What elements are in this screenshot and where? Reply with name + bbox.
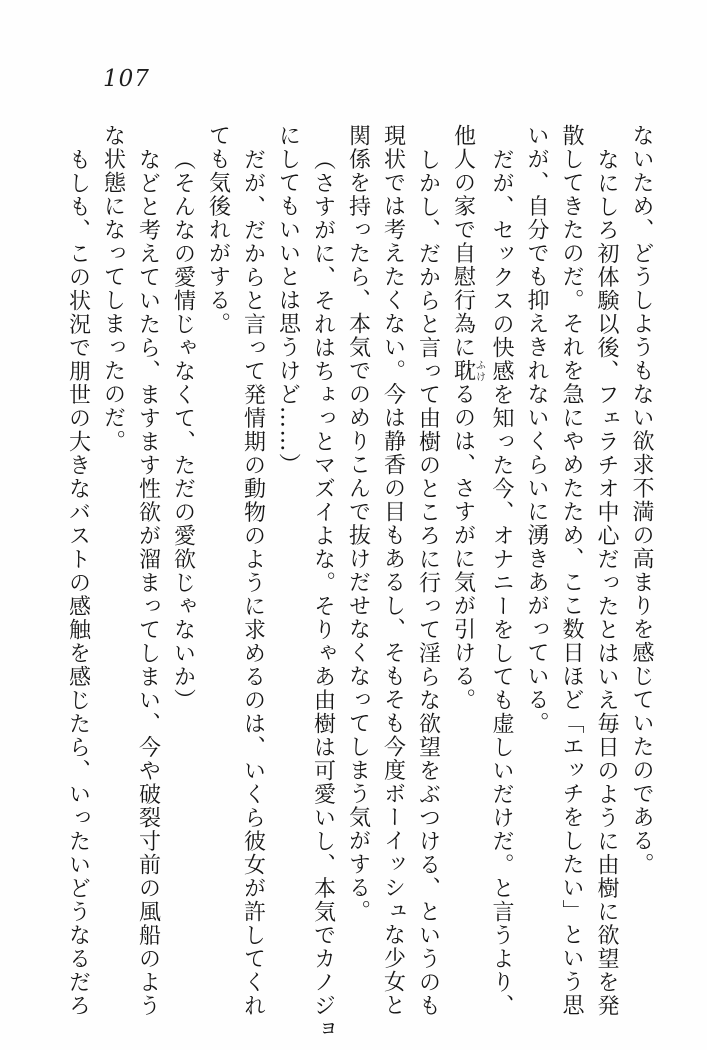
page-number: 107: [103, 66, 150, 92]
text-column: 他人の家で自慰行為に耽ふけるのは、さすがに気が引ける。: [450, 124, 485, 712]
text-column: いが、自分でも抑えきれないくらいに湧きあがっている。: [524, 124, 549, 735]
text-column: な状態になってしまったのだ。: [100, 124, 126, 453]
text-column: しかし、だからと言って由樹のところに行って淫らな欲望をぶつける、というのも: [415, 148, 441, 1018]
text-column: 関係を持ったら、本気でのめりこんで抜けだせなくなってしまう気がする。: [345, 124, 371, 923]
text-column: （さすがに、それはちょっとマズイよな。そりゃあ由樹は可愛いし、本気でカノジョ: [310, 148, 336, 1041]
ruby-annotated-kanji: 耽ふけ: [450, 359, 485, 383]
text-column: ないため、どうしようもない欲求不満の高まりを感じていたのである。: [629, 124, 654, 876]
text-column: にしてもいいとは思うけど……）: [275, 124, 301, 477]
text-column: （そんなの愛情じゃなくて、ただの愛欲じゃないか）: [170, 148, 196, 712]
text-column: だが、セックスの快感を知った今、オナニーをしても虚しいだけだ。と言うより、: [489, 148, 514, 1018]
text-column: もしも、この状況で朋世の大きなバストの感触を感じたら、いったいどうなるだろ: [65, 148, 91, 1018]
text-column: なにしろ初体験以後、フェラチオ中心だったとはいえ毎日のように由樹に欲望を発: [594, 148, 619, 1018]
text-column: などと考えていたら、ますます性欲が溜まってしまい、今や破裂寸前の風船のよう: [135, 148, 161, 1018]
text-column: 散してきたのだ。それを急にやめたため、ここ数日ほど「エッチをしたい」という思: [559, 124, 584, 1017]
text-block: [62, 124, 659, 1041]
furigana: ふけ: [473, 359, 485, 383]
text-column: 現状では考えたくない。今は静香の目もあるし、そもそも今度ボーイッシュな少女と: [380, 124, 406, 1017]
text-column: だが、だからと言って発情期の動物のように求めるのは、いくら彼女が許してくれ: [240, 148, 266, 1018]
text-column: ても気後れがする。: [205, 124, 231, 336]
